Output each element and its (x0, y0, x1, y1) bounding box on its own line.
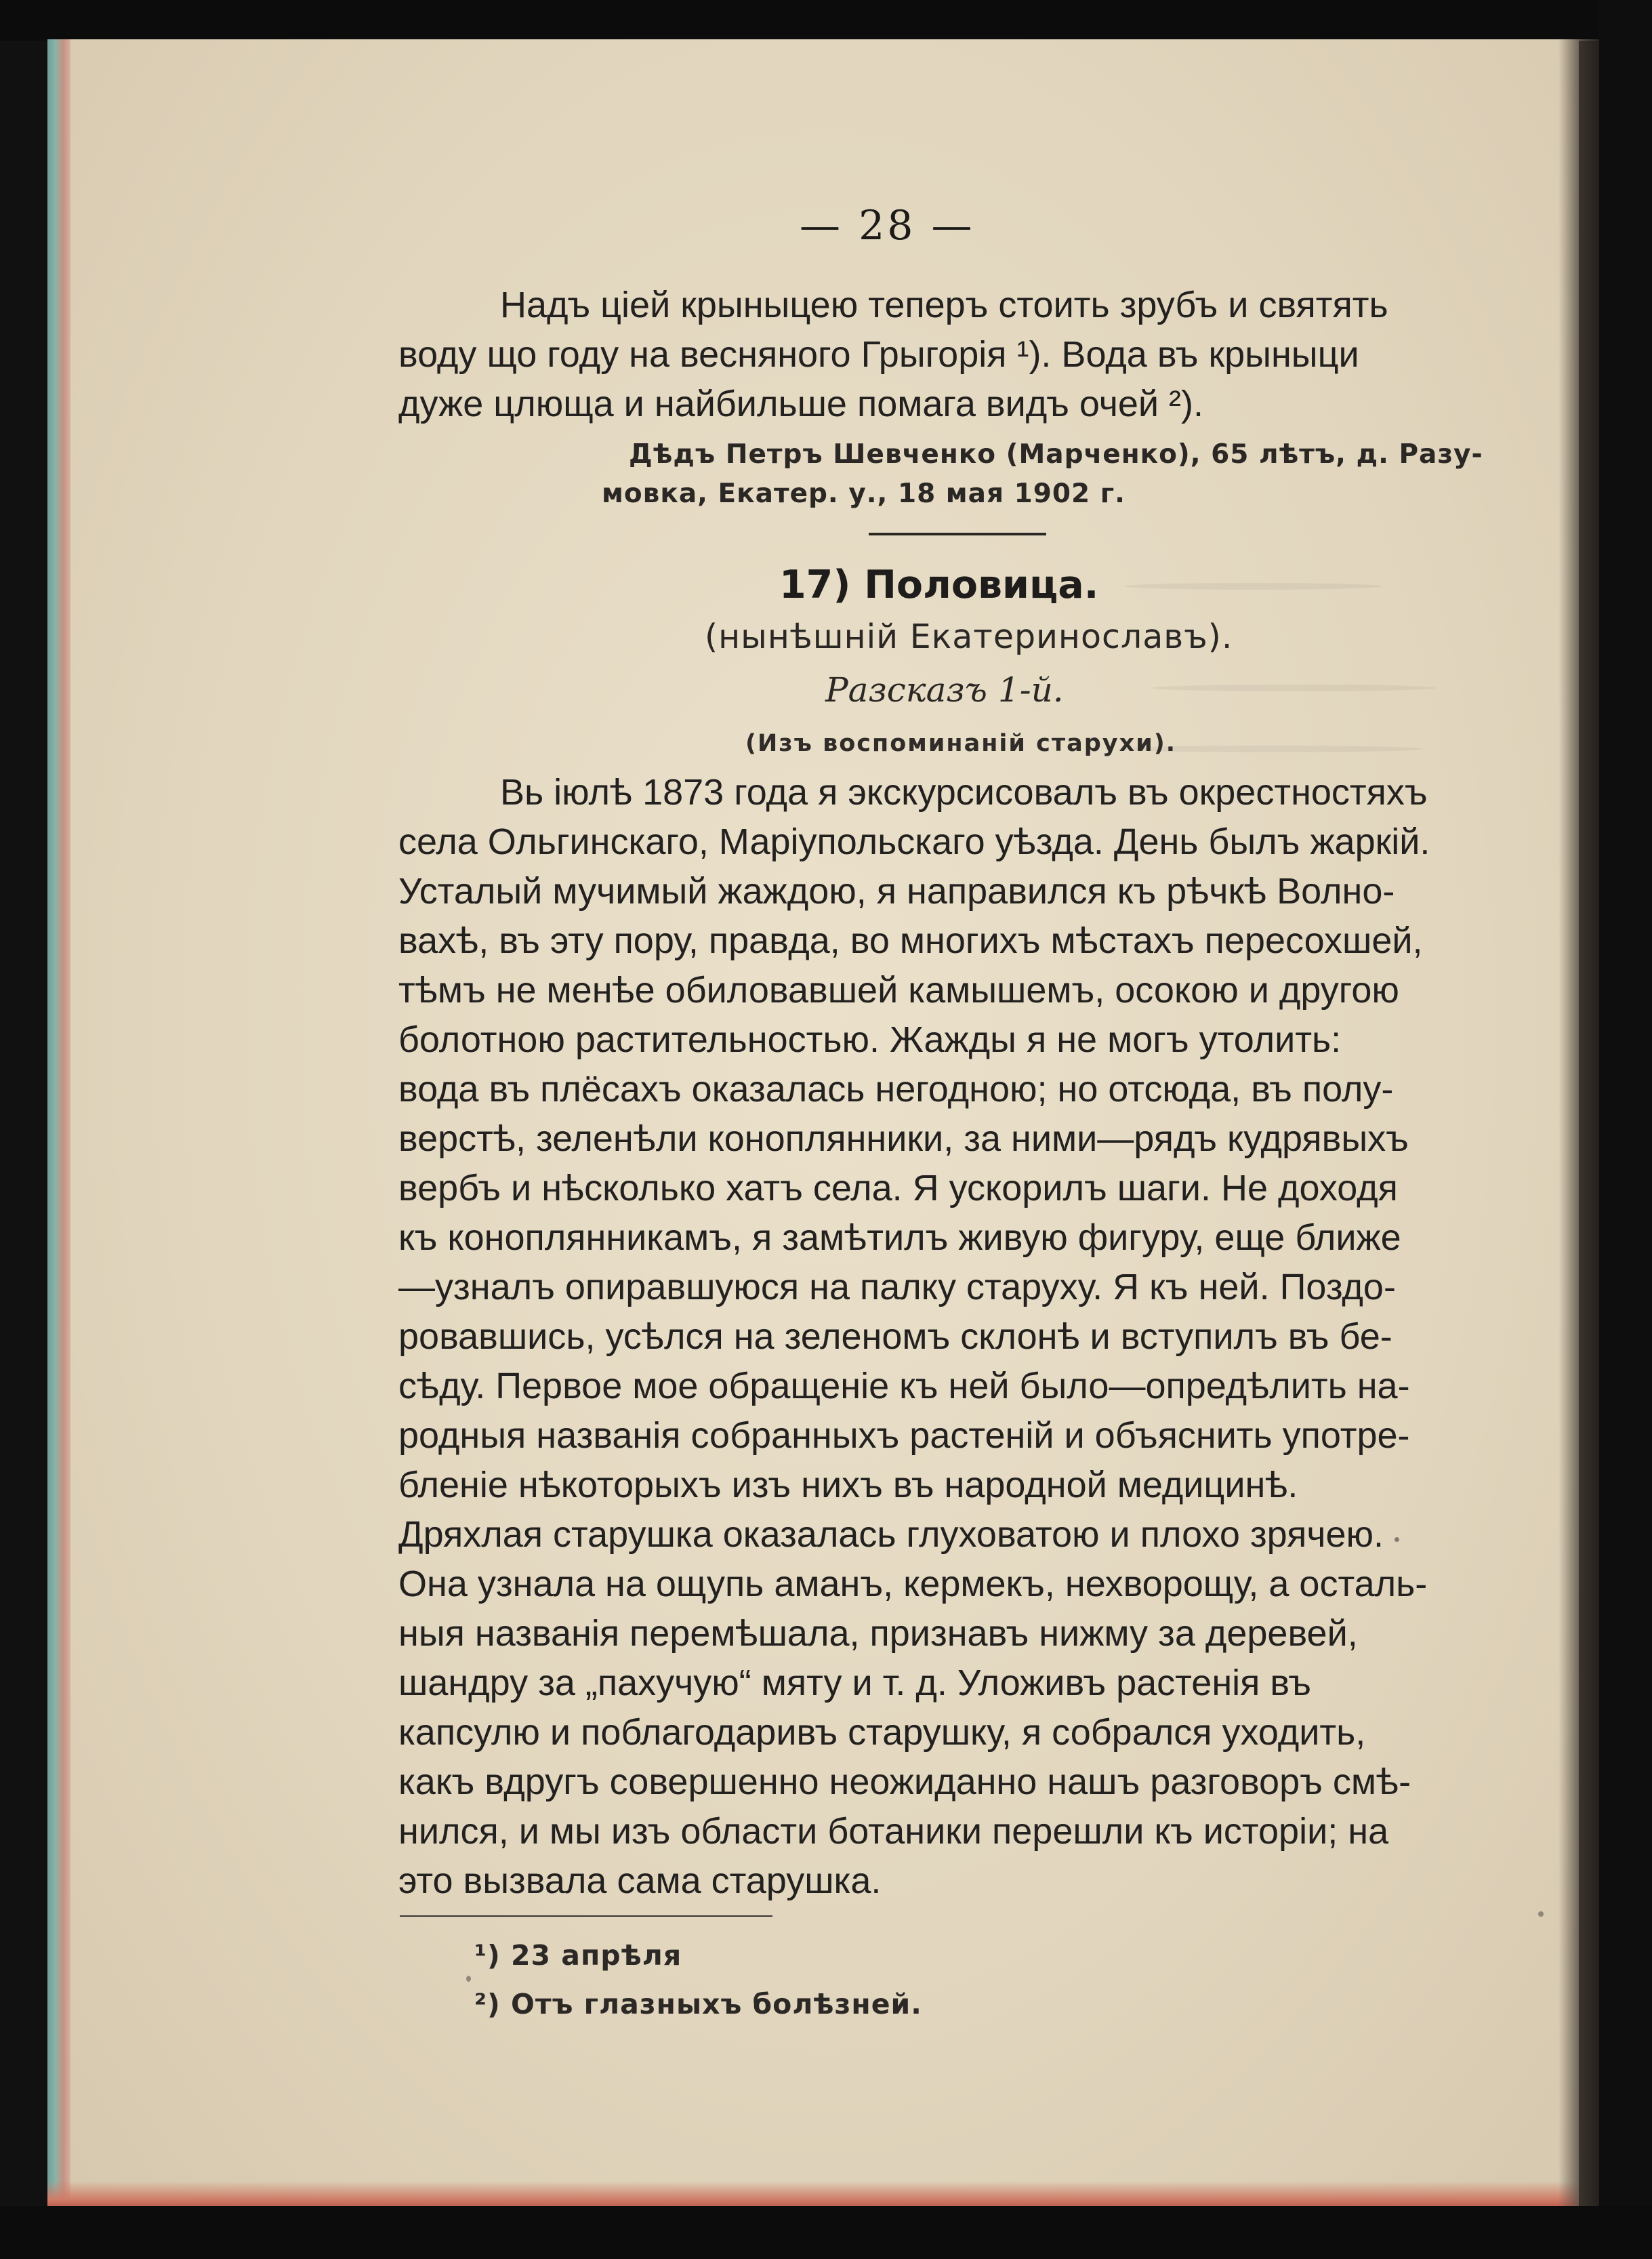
section-title: 17) Половица. (779, 563, 1099, 607)
body-line: Усталый мучимый жаждою, я направился къ рѣчкѣ Волно- (398, 871, 1395, 912)
body-line: верстѣ, зеленѣли коноплянники, за ними—рядъ кудрявыхъ (398, 1118, 1409, 1159)
body-line: капсулю и поблагодаривъ старушку, я собрался уходить, (398, 1712, 1366, 1753)
source-note: (Изъ воспоминанiй старухи). (745, 730, 1177, 757)
body-line: Она узнала на ощупь аманъ, кермекъ, нехворощу, а осталь- (398, 1564, 1428, 1604)
section-subtitle: (нынѣшнiй Екатеринославъ). (705, 617, 1233, 656)
story-label: Разсказъ 1-й. (825, 670, 1064, 710)
attribution-line: мовка, Екатер. у., 18 мая 1902 г. (602, 479, 1126, 509)
body-line: вахѣ, въ эту пору, правда, во многихъ мѣстахъ пересохшей, (398, 920, 1423, 961)
body-line: вербъ и нѣсколько хатъ села. Я ускорилъ шаги. Не доходя (398, 1168, 1398, 1208)
intro-line: Надъ цiей крыныцею теперъ стоить зрубъ и святять (500, 285, 1388, 325)
body-line: болотною растительностью. Жажды я не могъ утолить: (398, 1019, 1342, 1060)
footnote-divider (400, 1915, 772, 1917)
body-line: тѣмъ не менѣе обиловавшей камышемъ, осокою и другою (398, 970, 1399, 1011)
body-line: Вь iюлѣ 1873 года я экскурсисовалъ въ окрестностяхъ (500, 772, 1428, 813)
body-line: Дряхлая старушка оказалась глуховатою и плохо зрячею. (398, 1514, 1384, 1555)
body-line: —узналъ опиравшуюся на палку старуху. Я къ ней. Поздо- (398, 1267, 1396, 1307)
intro-line: дуже цлюща и найбильше помага видъ очей ²). (398, 384, 1203, 424)
body-line: ныя названiя перемѣшала, признавъ нижму за деревей, (398, 1613, 1358, 1654)
page-number: — 28 — (800, 202, 975, 249)
intro-line: воду що году на весняного Грыгорiя ¹). Вода въ крыныци (398, 334, 1359, 375)
body-line: родныя названiя собранныхъ растенiй и объяснить употре- (398, 1415, 1410, 1456)
footnote: ²) Отъ глазныхъ болѣзней. (474, 1988, 922, 2020)
attribution-line: Дѣдъ Петръ Шевченко (Марченко), 65 лѣтъ, д. Разу- (629, 439, 1483, 470)
body-line: шандру за „пахучую“ мяту и т. д. Уложивъ растенiя въ (398, 1663, 1312, 1703)
body-line: нился, и мы изъ области ботаники перешли къ исторiи; на (398, 1811, 1389, 1852)
body-line: вода въ плёсахъ оказалась негодною; но отсюда, въ полу- (398, 1069, 1394, 1110)
body-line: какъ вдругъ совершенно неожиданно нашъ разговоръ смѣ- (398, 1762, 1411, 1802)
body-line: ровавшись, усѣлся на зеленомъ склонѣ и вступилъ въ бе- (398, 1316, 1392, 1357)
footnote: ¹) 23 апрѣля (474, 1939, 682, 1972)
body-line: села Ольгинскаго, Марiупольскаго уѣзда. День былъ жаркiй. (398, 821, 1430, 862)
body-line: сѣду. Первое мое обращенiе къ ней было—опредѣлить на- (398, 1366, 1410, 1406)
section-divider (869, 533, 1046, 535)
body-line: къ коноплянникамъ, я замѣтилъ живую фигуру, еще ближе (398, 1217, 1401, 1258)
body-line: это вызвала сама старушка. (398, 1860, 882, 1901)
body-line: бленiе нѣкоторыхъ изъ нихъ въ народной медицинѣ. (398, 1465, 1298, 1505)
